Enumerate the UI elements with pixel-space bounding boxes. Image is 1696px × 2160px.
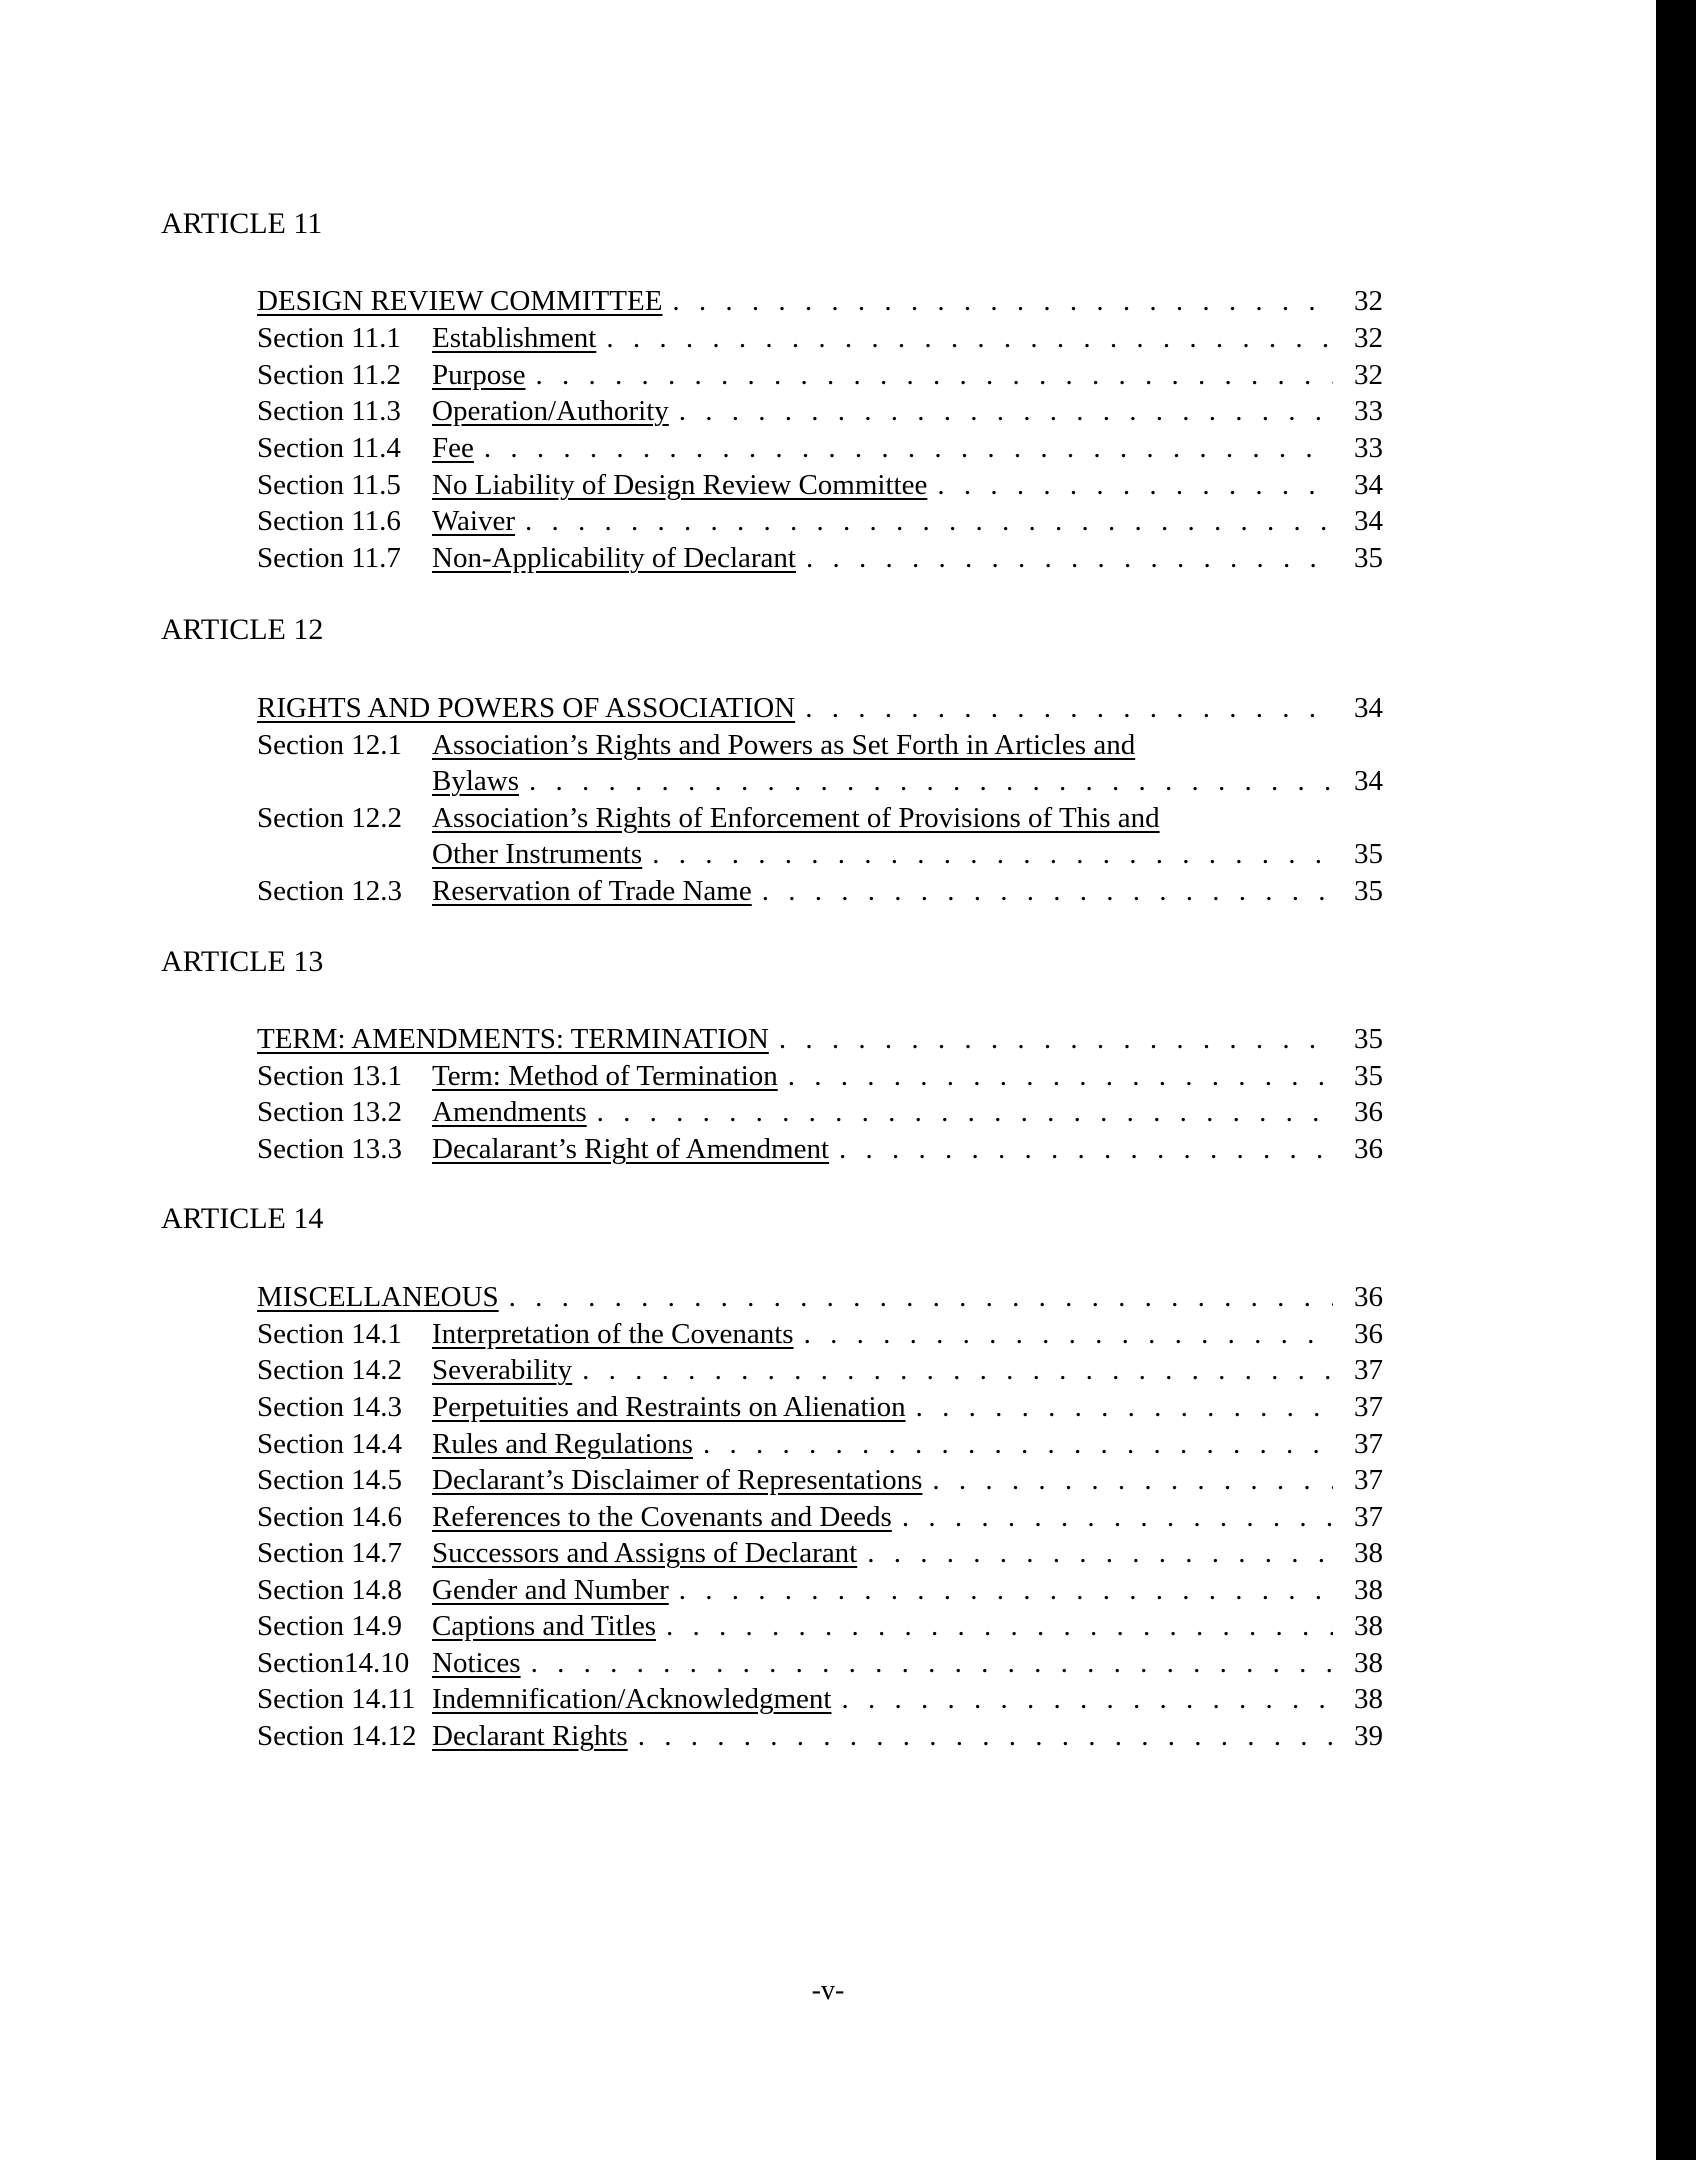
toc-entry-11-1	[257, 320, 1383, 356]
section-title: Operation/Authority	[432, 395, 669, 427]
leader-dots	[788, 1058, 1333, 1094]
leader-dots	[902, 1499, 1333, 1535]
toc-entry-14-3	[257, 1389, 1383, 1425]
leader-dots	[652, 836, 1333, 872]
toc-entry-11-4	[257, 430, 1383, 466]
leader-dots	[529, 763, 1333, 799]
toc-entry-11-7	[257, 540, 1383, 576]
toc-heading-title: TERM: AMENDMENTS: TERMINATION	[257, 1023, 769, 1055]
section-number: Section 14.8	[257, 1574, 402, 1606]
toc-page-number: 35	[1354, 838, 1383, 870]
section-title: Purpose	[432, 359, 526, 391]
toc-heading-title: MISCELLANEOUS	[257, 1281, 499, 1313]
leader-dots	[932, 1462, 1333, 1498]
section-title: Declarant’s Disclaimer of Representations	[432, 1464, 923, 1496]
article-13-heading-row	[257, 1021, 1383, 1057]
article-11-heading-row	[257, 283, 1383, 319]
section-number: Section 11.4	[257, 432, 401, 464]
section-title: Captions and Titles	[432, 1610, 656, 1642]
section-number: Section 14.5	[257, 1464, 402, 1496]
toc-page-number: 38	[1354, 1537, 1383, 1569]
section-title: Association’s Rights and Powers as Set Forth in Articles and	[432, 729, 1136, 761]
leader-dots	[779, 1021, 1333, 1057]
section-title: Severability	[432, 1354, 573, 1386]
toc-page-number: 36	[1354, 1318, 1383, 1350]
leader-dots	[806, 540, 1333, 576]
section-number: Section 14.1	[257, 1318, 402, 1350]
toc-entry-14-11	[257, 1681, 1383, 1717]
section-number: Section 14.6	[257, 1501, 402, 1533]
toc-entry-14-9	[257, 1608, 1383, 1644]
leader-dots	[672, 283, 1333, 319]
leader-dots	[484, 430, 1333, 466]
section-title: Successors and Assigns of Declarant	[432, 1537, 858, 1569]
scan-edge-bar	[1656, 0, 1696, 2160]
leader-dots	[597, 1094, 1333, 1130]
toc-page-number: 35	[1354, 542, 1383, 574]
toc-entry-14-7	[257, 1535, 1383, 1571]
toc-page-number: 35	[1354, 875, 1383, 907]
article-13-label: ARTICLE 13	[161, 945, 324, 978]
leader-dots	[531, 1645, 1333, 1681]
article-14-heading-row	[257, 1279, 1383, 1315]
section-number: Section 13.2	[257, 1096, 402, 1128]
section-number: Section 13.3	[257, 1133, 402, 1165]
toc-page-number: 39	[1354, 1720, 1383, 1752]
article-12-heading-row	[257, 690, 1383, 726]
leader-dots	[525, 503, 1333, 539]
toc-page-number: 36	[1354, 1281, 1383, 1313]
section-number: Section 14.9	[257, 1610, 402, 1642]
toc-entry-12-2-line-1	[257, 800, 1383, 836]
toc-page-number: 33	[1354, 395, 1383, 427]
toc-page-number: 32	[1354, 322, 1383, 354]
section-number: Section 14.12	[257, 1720, 417, 1752]
toc-page-number: 37	[1354, 1501, 1383, 1533]
section-number: Section 14.4	[257, 1428, 402, 1460]
section-number: Section 11.3	[257, 395, 401, 427]
leader-dots	[638, 1718, 1333, 1754]
section-title: Association’s Rights of Enforcement of Provisions of This and	[432, 802, 1160, 834]
toc-heading-title: DESIGN REVIEW COMMITTEE	[257, 285, 663, 317]
section-title: Notices	[432, 1647, 521, 1679]
leader-dots	[805, 690, 1333, 726]
leader-dots	[841, 1681, 1333, 1717]
toc-entry-11-6	[257, 503, 1383, 539]
section-title: Establishment	[432, 322, 597, 354]
section-number: Section 14.2	[257, 1354, 402, 1386]
toc-entry-14-12	[257, 1718, 1383, 1754]
toc-page-number: 36	[1354, 1096, 1383, 1128]
toc-page-number: 38	[1354, 1610, 1383, 1642]
section-title: Decalarant’s Right of Amendment	[432, 1133, 830, 1165]
toc-page-number: 37	[1354, 1354, 1383, 1386]
toc-entry-13-1	[257, 1058, 1383, 1094]
toc-page-number: 32	[1354, 359, 1383, 391]
article-12-label: ARTICLE 12	[161, 613, 324, 646]
toc-entry-11-2	[257, 357, 1383, 393]
section-title-continued: Bylaws	[432, 765, 519, 797]
section-number: Section 12.3	[257, 875, 402, 907]
toc-entry-12-2-line-2	[257, 836, 1383, 872]
section-title: Amendments	[432, 1096, 587, 1128]
leader-dots	[535, 357, 1333, 393]
toc-entry-14-5	[257, 1462, 1383, 1498]
toc-page-number: 37	[1354, 1428, 1383, 1460]
leader-dots	[867, 1535, 1333, 1571]
toc-heading-title: RIGHTS AND POWERS OF ASSOCIATION	[257, 692, 796, 724]
toc-entry-14-4	[257, 1426, 1383, 1462]
section-title: Fee	[432, 432, 474, 464]
section-title: Reservation of Trade Name	[432, 875, 752, 907]
section-number: Section 14.7	[257, 1537, 402, 1569]
toc-page-number: 38	[1354, 1683, 1383, 1715]
toc-entry-11-5	[257, 467, 1383, 503]
leader-dots	[582, 1352, 1333, 1388]
toc-entry-14-2	[257, 1352, 1383, 1388]
toc-entry-12-1-line-2	[257, 763, 1383, 799]
section-number: Section 11.2	[257, 359, 401, 391]
section-number: Section 14.11	[257, 1683, 416, 1715]
leader-dots	[762, 873, 1333, 909]
leader-dots	[666, 1608, 1333, 1644]
section-title: Non-Applicability of Declarant	[432, 542, 796, 574]
toc-page-number: 35	[1354, 1060, 1383, 1092]
leader-dots	[804, 1316, 1333, 1352]
leader-dots	[937, 467, 1333, 503]
leader-dots	[606, 320, 1333, 356]
section-number: Section 12.1	[257, 729, 402, 761]
leader-dots	[679, 1572, 1333, 1608]
toc-page-number: 36	[1354, 1133, 1383, 1165]
section-title: Rules and Regulations	[432, 1428, 693, 1460]
leader-dots	[679, 393, 1333, 429]
section-title: Indemnification/Acknowledgment	[432, 1683, 832, 1715]
toc-page-number: 37	[1354, 1391, 1383, 1423]
toc-entry-13-3	[257, 1131, 1383, 1167]
toc-entry-14-8	[257, 1572, 1383, 1608]
toc-entry-12-1-line-1	[257, 727, 1383, 763]
section-title: No Liability of Design Review Committee	[432, 469, 928, 501]
section-title: References to the Covenants and Deeds	[432, 1501, 892, 1533]
toc-page-number: 32	[1354, 285, 1383, 317]
toc-page-number: 33	[1354, 432, 1383, 464]
section-title: Perpetuities and Restraints on Alienation	[432, 1391, 906, 1423]
section-title: Gender and Number	[432, 1574, 669, 1606]
toc-page-number: 34	[1354, 765, 1383, 797]
section-number: Section 11.5	[257, 469, 401, 501]
toc-entry-11-3	[257, 393, 1383, 429]
leader-dots	[509, 1279, 1333, 1315]
section-number: Section 11.1	[257, 322, 401, 354]
toc-entry-14-6	[257, 1499, 1383, 1535]
leader-dots	[916, 1389, 1333, 1425]
section-title: Waiver	[432, 505, 516, 537]
section-title: Interpretation of the Covenants	[432, 1318, 794, 1350]
section-number: Section 11.7	[257, 542, 401, 574]
toc-page-number: 34	[1354, 505, 1383, 537]
toc-page-number: 34	[1354, 692, 1383, 724]
toc-page-number: 38	[1354, 1647, 1383, 1679]
leader-dots	[703, 1426, 1333, 1462]
toc-page-number: 34	[1354, 469, 1383, 501]
article-14-label: ARTICLE 14	[161, 1202, 324, 1235]
toc-entry-13-2	[257, 1094, 1383, 1130]
section-number: Section 12.2	[257, 802, 402, 834]
leader-dots	[839, 1131, 1333, 1167]
section-number: Section 13.1	[257, 1060, 402, 1092]
toc-page-number: 37	[1354, 1464, 1383, 1496]
section-number: Section14.10	[257, 1647, 410, 1679]
toc-entry-14-1	[257, 1316, 1383, 1352]
toc-page-number: 38	[1354, 1574, 1383, 1606]
footer-page-number: -v-	[811, 1975, 845, 2006]
article-11-label: ARTICLE 11	[161, 207, 323, 240]
section-title: Declarant Rights	[432, 1720, 628, 1752]
toc-page-number: 35	[1354, 1023, 1383, 1055]
toc-entry-12-3	[257, 873, 1383, 909]
section-title: Term: Method of Termination	[432, 1060, 778, 1092]
section-title-continued: Other Instruments	[432, 838, 643, 870]
section-number: Section 11.6	[257, 505, 401, 537]
toc-entry-14-10	[257, 1645, 1383, 1681]
section-number: Section 14.3	[257, 1391, 402, 1423]
